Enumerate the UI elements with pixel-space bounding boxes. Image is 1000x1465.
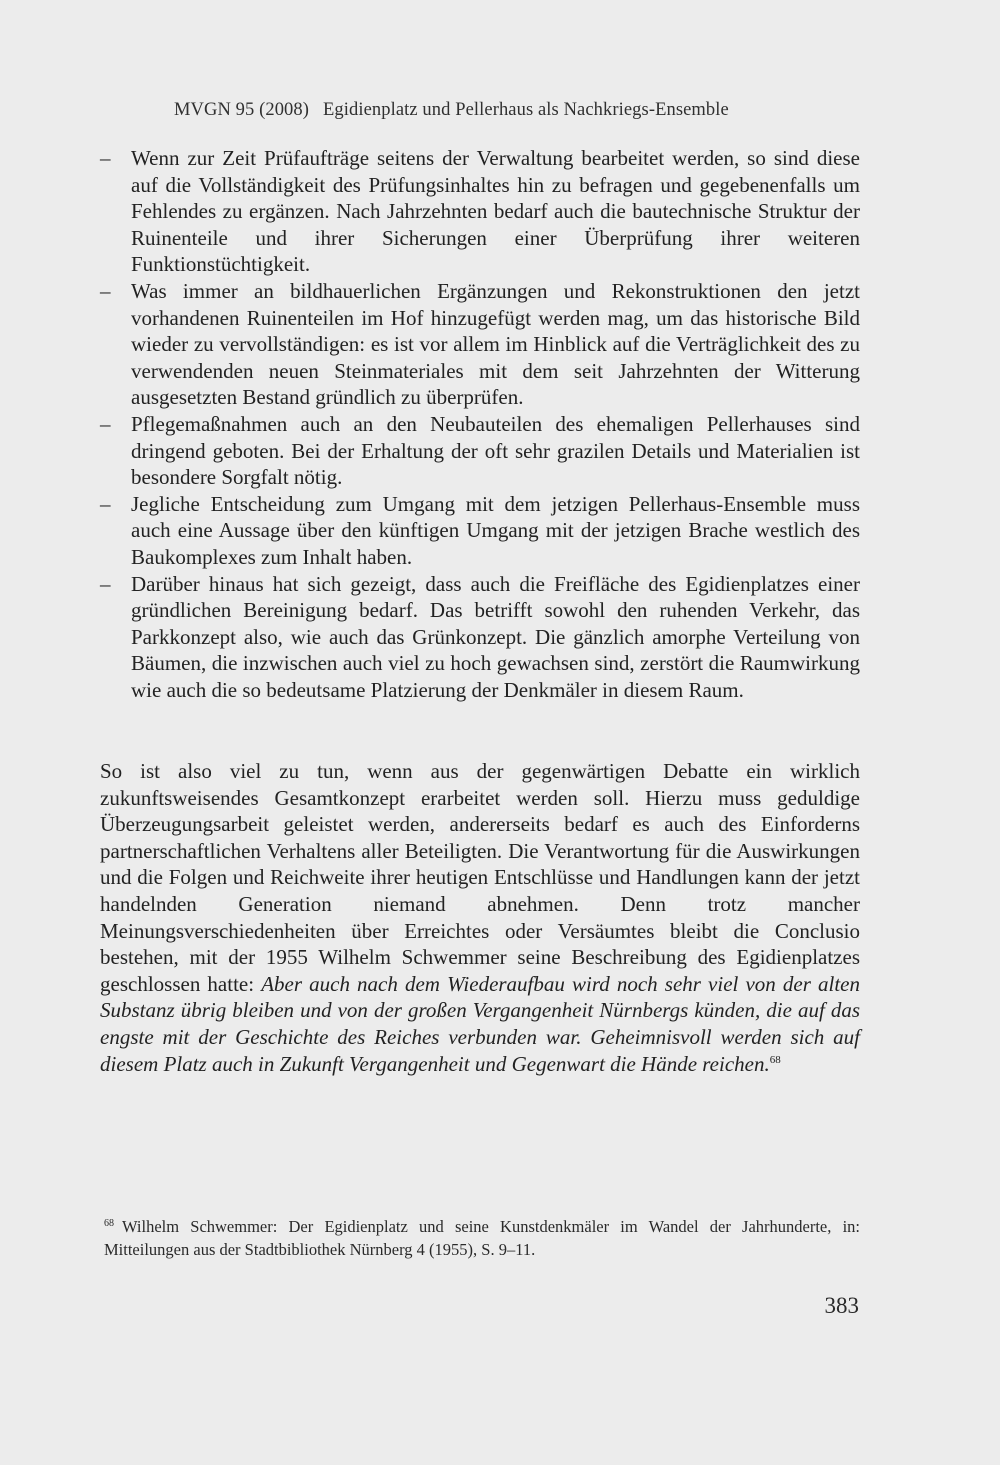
schwemmer-quote: Aber auch nach dem Wiederaufbau wird noch sehr viel von der alten Substanz übrig bleiben und von der großen Vergangenheit Nürnbergs künden, die auf das engste mit der Geschichte des Reiches verbunden war. Geheimnisvoll werden sich auf diesem Platz auch in Zukunft Vergangenheit und Gegenwart die Hände reichen. — [100, 971, 860, 1076]
paragraph-text: So ist also viel zu tun, wenn aus der gegenwärtigen Debatte ein wirklich zukunftsweisendes Gesamtkonzept erarbeitet werden soll. Hierzu muss geduldige Überzeugungsarbeit geleistet werden, andererseits bedarf es auch des Einforderns partnerschaftlichen Verhaltens aller Beteiligten. Die Verantwortung für die Auswirkungen und die Folgen und Reichweite ihrer heutigen Entschlüsse und Handlungen kann der jetzt handelnden Generation niemand abnehmen. Denn trotz mancher Meinungsverschiedenheiten über Erreichtes oder Versäumtes bleibt die Conclusio bestehen, mit der 1955 Wilhelm Schwemmer seine Beschreibung des Egidienplatzes geschlossen hatte: — [100, 759, 860, 996]
footnote-number: 68 — [104, 1217, 114, 1229]
list-item-text: Darüber hinaus hat sich gezeigt, dass auch die Freifläche des Egidienplatzes einer gründlichen Bereinigung bedarf. Das betrifft sowohl den ruhenden Verkehr, das Parkkonzept also, wie auch das Grünkonzept. Die gänzlich amorphe Verteilung von Bäumen, die inzwischen auch viel zu hoch gewachsen sind, zerstört die Raumwirkung wie auch die so bedeutsame Platzierung der Denkmäler in diesem Raum. — [131, 571, 860, 702]
list-item — [100, 145, 860, 278]
list-item-text: Wenn zur Zeit Prüfaufträge seitens der Verwaltung bearbeitet werden, so sind diese auf die Vollständigkeit des Prüfungsinhaltes hin zu befragen und gegebenenfalls um Fehlendes zu ergänzen. Nach Jahrzehnten bedarf auch die bautechnische Struktur der Ruinenteile und ihrer Sicherungen einer Überprüfung ihrer weiteren Funktionstüchtigkeit. — [131, 146, 860, 277]
bullet-list — [100, 145, 860, 703]
list-item — [100, 411, 860, 491]
list-item-text: Pflegemaßnahmen auch an den Neubauteilen des ehemaligen Pellerhauses sind dringend geboten. Bei der Erhaltung der oft sehr grazilen Details und Materialien ist besondere Sorgfalt nötig. — [131, 411, 860, 490]
dash-marker: – — [100, 146, 111, 170]
dash-marker: – — [100, 278, 111, 303]
footnote — [104, 1215, 860, 1261]
dash-marker: – — [100, 411, 111, 436]
dash-marker: – — [100, 571, 111, 596]
article-title: Egidienplatz und Pellerhaus als Nachkriegs-Ensemble — [323, 100, 729, 120]
list-item — [100, 278, 860, 411]
page-number: 383 — [824, 1293, 859, 1318]
list-item — [100, 571, 860, 704]
footnote-text: Wilhelm Schwemmer: Der Egidienplatz und seine Kunstdenkmäler im Wandel der Jahrhunderte, in: Mitteilungen aus der Stadtbibliothek Nürnberg 4 (1955), S. 9–11. — [104, 1217, 860, 1259]
body-paragraph — [100, 758, 860, 1077]
running-header — [174, 100, 874, 121]
footnote-reference[interactable]: 68 — [769, 1053, 781, 1066]
list-item-text: Jegliche Entscheidung zum Umgang mit dem jetzigen Pellerhaus-Ensemble muss auch eine Aussage über den künftigen Umgang mit der jetzigen Brache westlich des Baukomplexes zum Inhalt haben. — [131, 491, 860, 569]
dash-marker: – — [100, 491, 111, 516]
list-item-text: Was immer an bildhauerlichen Ergänzungen und Rekonstruktionen den jetzt vorhandenen Ruinenteilen im Hof hinzugefügt werden mag, um das historische Bild wieder zu vervollständigen: es ist vor allem im Hinblick auf die Verträglichkeit des zu verwendenden neuen Steinmateriales mit dem seit Jahrzehnten der Witterung ausgesetzten Bestand gründlich zu überprüfen. — [131, 278, 860, 410]
list-item — [100, 491, 860, 571]
journal-reference: MVGN 95 (2008) — [174, 100, 310, 120]
